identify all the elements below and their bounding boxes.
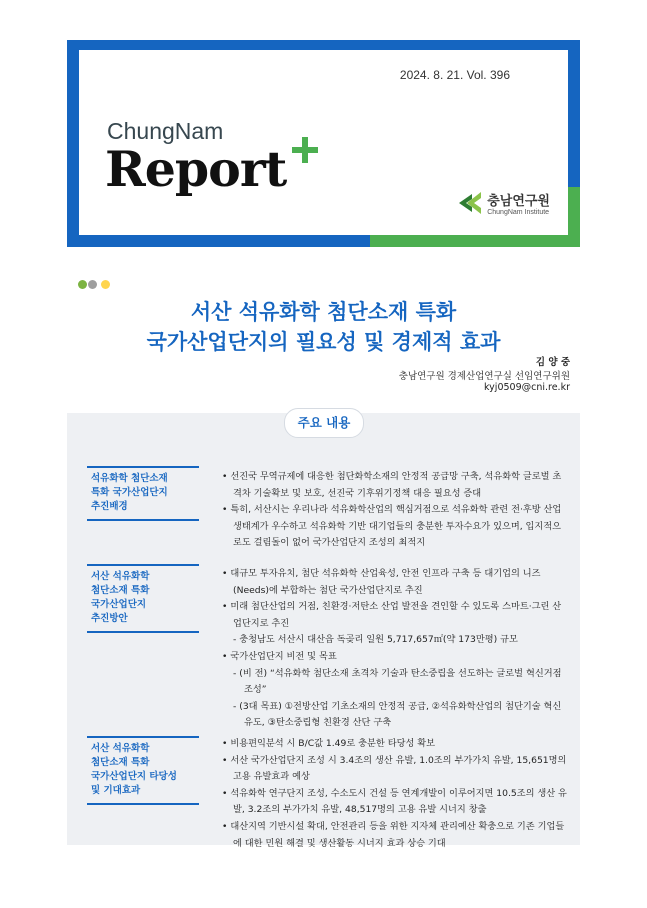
header-green-accent bbox=[370, 235, 580, 247]
section-label-plan: 서산 석유화학 첨단소재 특화 국가산업단지 추진방안 bbox=[87, 564, 199, 633]
list-item: • 대규모 투자유치, 첨단 석유화학 산업육성, 안전 인프라 구축 등 대기업의 니즈(Needs)에 부합하는 첨단 국가산업단지로 추진 bbox=[222, 568, 541, 596]
list-item: • 서산 국가산업단지 조성 시 3.4조의 생산 유발, 1.0조의 부가가치 유발, 15,651명의 고용 유발효과 예상 bbox=[222, 754, 567, 783]
list-item: • 국가산업단지 비전 및 목표 bbox=[222, 650, 337, 662]
issue-date-volume: 2024. 8. 21. Vol. 396 bbox=[399, 68, 510, 82]
header-green-side bbox=[568, 187, 580, 247]
list-item: • 선진국 무역규제에 대응한 첨단화학소재의 안정적 공급망 구축, 석유화학 글로벌 초격차 기술확보 및 보호, 선진국 기후위기정책 대응 필요성 증대 bbox=[222, 471, 562, 499]
author-affiliation: 충남연구원 경제산업연구실 선임연구위원 bbox=[398, 371, 570, 382]
summary-heading: 주요 내용 bbox=[284, 408, 364, 438]
list-item: • 비용편익분석 시 B/C값 1.49로 충분한 타당성 확보 bbox=[222, 738, 436, 749]
decor-dot-yellow bbox=[101, 280, 110, 289]
list-subitem: - (비 전) “석유화학 첨단소재 초격차 기술과 탄소중립을 선도하는 글로벌 혁신거점 조성” bbox=[233, 667, 562, 696]
section-body-background bbox=[222, 469, 567, 552]
list-subitem: - (3대 목표) ①전방산업 기초소재의 안정적 공급, ②석유화학산업의 첨단기술 혁신 유도, ③탄소중립형 친환경 산단 구축 bbox=[233, 700, 562, 729]
list-item: • 미래 첨단산업의 거점, 친환경·저탄소 산업 발전을 견인할 수 있도록 스마트·그린 산업단지로 추진 bbox=[222, 601, 562, 629]
section-label-effects: 서산 석유화학 첨단소재 특화 국가산업단지 타당성 및 기대효과 bbox=[87, 736, 199, 805]
section-body-effects bbox=[222, 736, 567, 852]
institute-name-kr: 충남연구원 bbox=[487, 194, 550, 209]
author-name: 김 양 중 bbox=[535, 357, 570, 368]
brand-report: Report bbox=[105, 140, 287, 198]
brand-chungnam: ChungNam bbox=[107, 118, 224, 144]
institute-logo bbox=[459, 190, 550, 216]
plus-icon bbox=[292, 137, 318, 163]
section-label-background: 석유화학 첨단소재 특화 국가산업단지 추진배경 bbox=[87, 466, 199, 521]
list-item: • 특히, 서산시는 우리나라 석유화학산업의 핵심거점으로 석유화학 관련 전·후방 산업 생태계가 우수하고 석유화학 기반 대기업들의 충분한 투자수요가 있으며, 입지적으로도 걸림돌이 없어 국가산업단지 조성의 최적지 bbox=[222, 504, 562, 549]
list-item: • 석유화학 연구단지 조성, 수소도시 건설 등 연계개발이 이루어지면 10.5조의 생산 유발, 3.2조의 부가가치 유발, 48,517명의 고용 유발 시너지 창출 bbox=[222, 787, 567, 816]
report-header bbox=[67, 40, 580, 247]
section-body-plan bbox=[222, 566, 567, 732]
institute-chevron-icon bbox=[459, 192, 481, 214]
author-email: kyj0509@cni.re.kr bbox=[484, 382, 570, 393]
list-subitem: - 충청남도 서산시 대산읍 독곶리 일원 5,717,657㎡(약 173만평) 규모 bbox=[233, 634, 518, 646]
decor-dot-green bbox=[78, 280, 87, 289]
header-frame-left bbox=[67, 40, 79, 247]
list-item: • 대산지역 기반시설 확대, 안전관리 등을 위한 지자체 관리예산 확충으로 기존 기업들에 대한 민원 해결 및 생산활동 시너지 효과 상승 기대 bbox=[222, 820, 565, 849]
institute-name-en: ChungNam Institute bbox=[487, 209, 550, 216]
decor-dot-gray bbox=[88, 280, 97, 289]
title-line-2: 국가산업단지의 필요성 및 경제적 효과 bbox=[146, 330, 501, 354]
title-line-1: 서산 석유화학 첨단소재 특화 bbox=[190, 300, 457, 324]
header-frame-top bbox=[67, 40, 580, 50]
